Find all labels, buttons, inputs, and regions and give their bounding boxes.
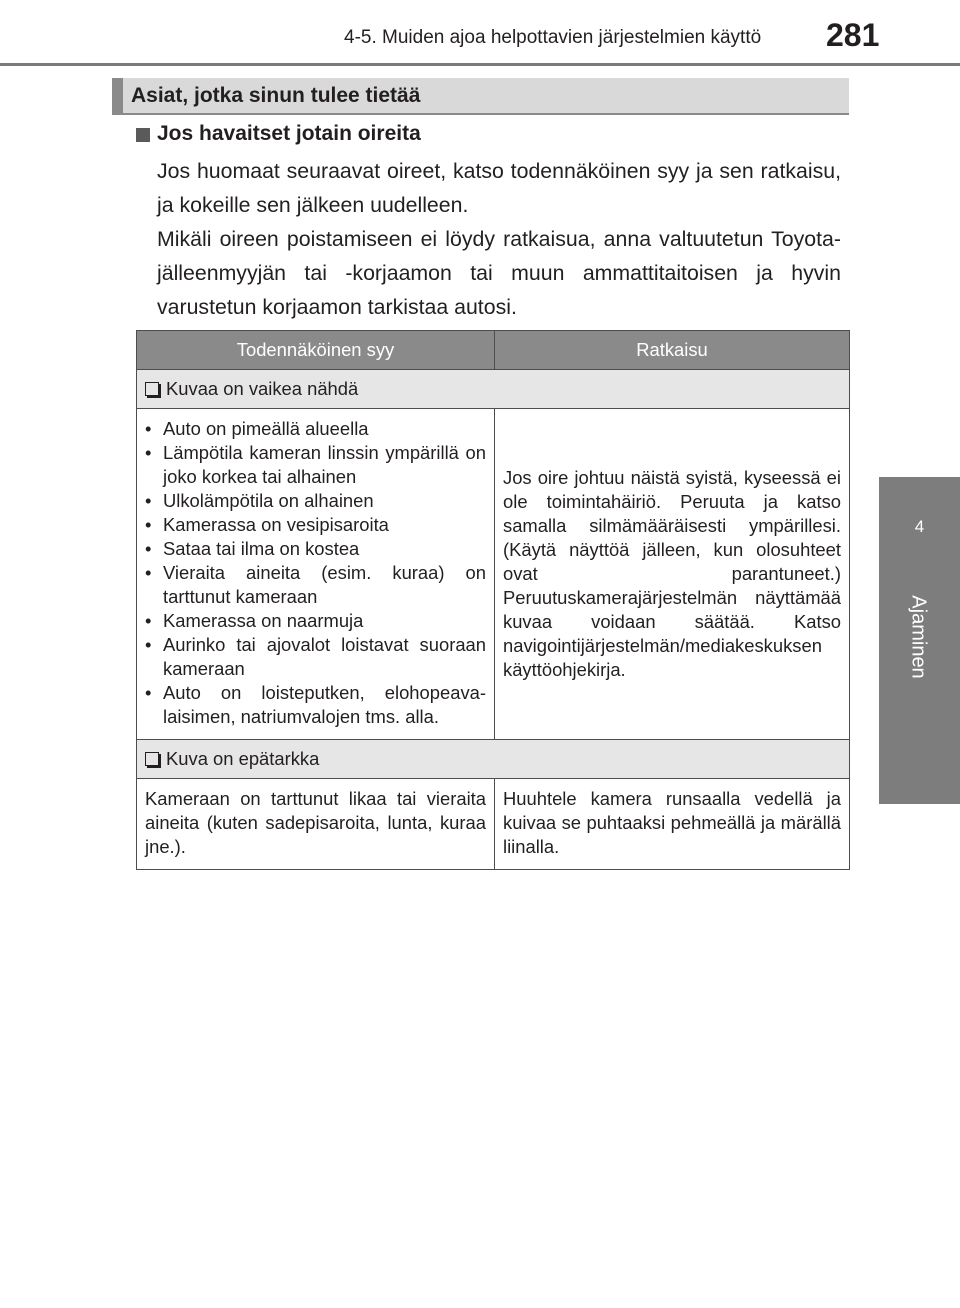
group-title-cell — [137, 740, 850, 779]
solution-text: Huuhtele kamera runsaalla vedellä ja kuivaa se puhtaaksi pehmeällä ja märällä liinalla. — [503, 788, 841, 857]
table-row — [137, 409, 850, 740]
solution-cell — [495, 409, 850, 740]
header-divider — [0, 63, 960, 66]
list-item: • Lämpötila kameran linssin ympärillä on joko korkea tai alhainen — [145, 441, 486, 489]
solution-text: Jos oire johtuu näistä syistä, kyseessä ei ole toimintahäiriö. Peruuta ja katso samalla silmämääräisesti ympärillesi. (Käytä näyttöä jälleen, kun olosuhteet ovat parantuneet.) Peruutuskamerajärjestelmän näyttämää kuvaa voidaan säätää. Katso navigointijärjestelmän/mediakeskuksen käyttöohjekirja. — [503, 467, 841, 680]
subheading: Jos havaitset jotain oireita — [157, 122, 421, 145]
list-item: • Auto on loisteputken, elohopeavalaisimen, natriumvalojen tms. alla. — [145, 681, 486, 729]
group-title-cell — [137, 370, 850, 409]
section-heading-accent — [112, 78, 123, 113]
header-solution: Ratkaisu — [495, 331, 850, 370]
list-item: • Kamerassa on naarmuja — [145, 609, 486, 633]
table-group-row — [137, 370, 850, 409]
chapter-side-tab — [879, 477, 960, 804]
list-item: • Aurinko tai ajovalot loistavat suoraan kameraan — [145, 633, 486, 681]
square-bullet-icon — [136, 128, 150, 142]
page-number: 281 — [826, 17, 880, 53]
list-item: • Vieraita aineita (esim. kuraa) on tarttunut kameraan — [145, 561, 486, 609]
group-title: Kuvaa on vaikea nähdä — [166, 378, 359, 399]
list-item: • Kamerassa on vesipisaroita — [145, 513, 486, 537]
section-heading-rule — [112, 113, 849, 115]
table-group-row — [137, 740, 850, 779]
cause-cell — [137, 409, 495, 740]
cause-cell — [137, 779, 495, 870]
checkbox-icon — [145, 382, 159, 396]
paragraph-intro: Jos huomaat seuraavat oireet, katso todennäköinen syy ja sen ratkaisu, ja kokeille sen jälkeen uudelleen. — [157, 159, 841, 217]
list-item: • Ulkolämpötila on alhainen — [145, 489, 486, 513]
checkbox-icon — [145, 752, 159, 766]
group-title: Kuva on epätarkka — [166, 748, 320, 769]
cause-text: Kameraan on tarttunut likaa tai vieraita aineita (kuten sadepisaroita, lunta, kuraa jne.). — [145, 788, 486, 857]
section-title: Asiat, jotka sinun tulee tietää — [131, 84, 421, 107]
table-row — [137, 779, 850, 870]
list-item: • Auto on pimeällä alueella — [145, 417, 486, 441]
cause-list — [145, 417, 486, 729]
header-cause: Todennäköinen syy — [137, 331, 495, 370]
chapter-number: 4 — [914, 517, 925, 536]
troubleshooting-table — [136, 330, 850, 870]
section-heading-bar — [112, 78, 849, 113]
chapter-label: Ajaminen — [907, 595, 930, 679]
paragraph-dealer: Mikäli oireen poistamiseen ei löydy ratkaisua, anna valtuutetun Toyota-jälleenmyyjän tai -korjaamon tai muun ammattitaitoisen ja hyvin varustetun korjaamon tarkistaa autosi. — [157, 227, 841, 319]
header-section-title: 4-5. Muiden ajoa helpottavien järjestelmien käyttö — [344, 27, 762, 48]
list-item: • Sataa tai ilma on kostea — [145, 537, 486, 561]
table-header-row — [137, 331, 850, 370]
solution-cell — [495, 779, 850, 870]
